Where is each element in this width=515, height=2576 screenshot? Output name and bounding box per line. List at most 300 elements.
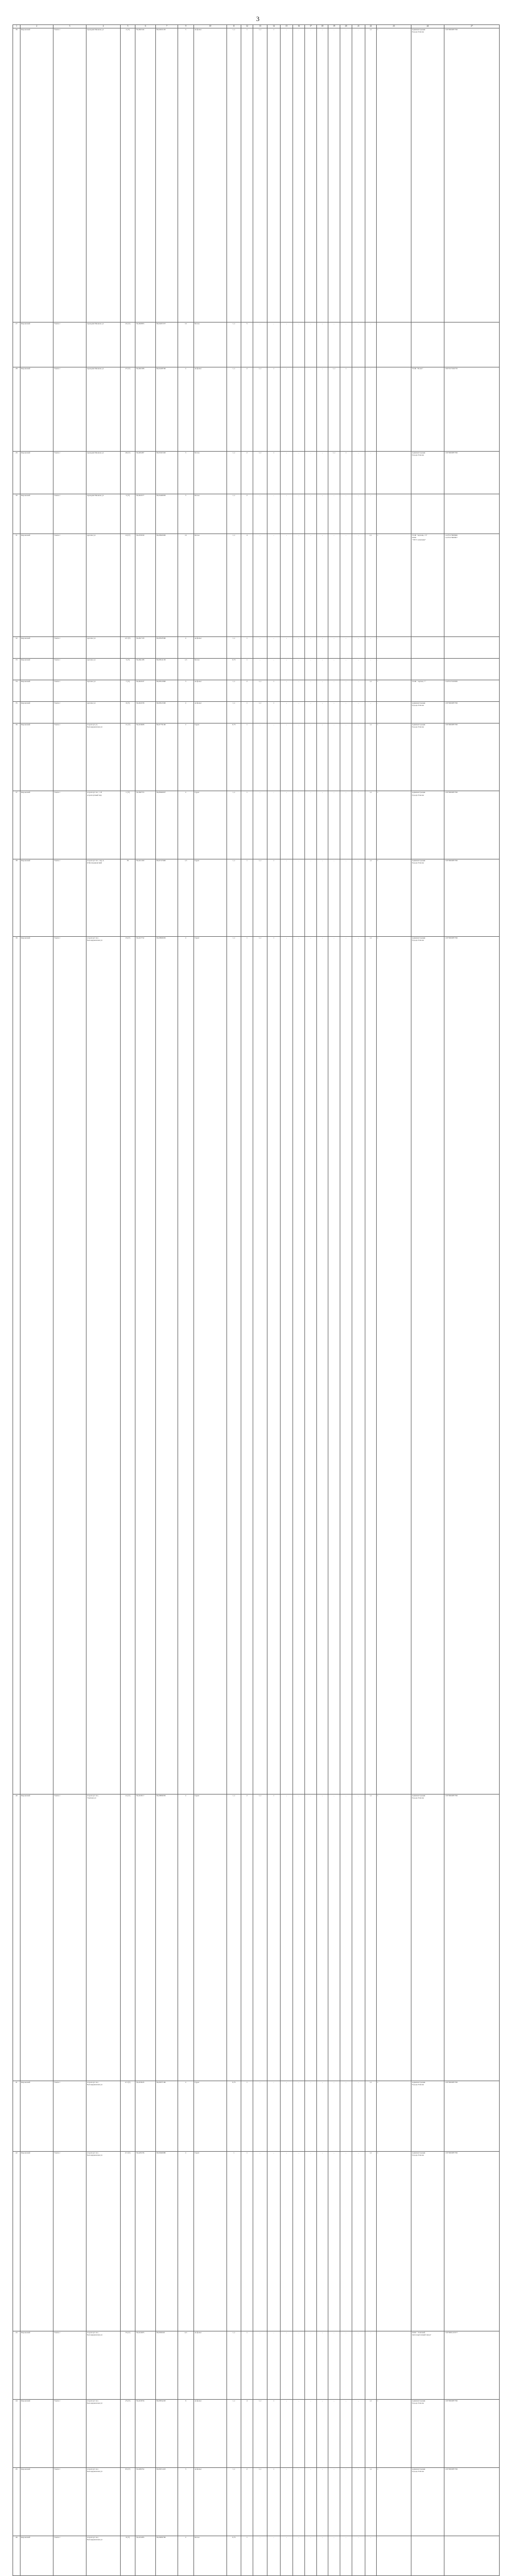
table-cell: 1: [267, 937, 281, 1794]
table-cell: -: [328, 659, 340, 680]
table-row: [13, 680, 500, 702]
table-cell: 56,416283: [135, 2536, 156, 2576]
table-cell: 1127017006846 1127017000857: [444, 534, 500, 637]
table-cell: 2: [178, 701, 194, 723]
table-cell: 1147017010036: [444, 680, 500, 702]
table-cell: -: [340, 2331, 352, 2400]
table-cell: 1,1: [253, 1794, 267, 2081]
table-cell: -: [340, 937, 352, 1794]
table-cell: -: [293, 723, 305, 791]
table-cell: 56,463487: [135, 451, 156, 494]
table-cell: 84,9428790: [156, 367, 178, 451]
table-cell: -: [281, 2536, 293, 2576]
table-cell: 1037000087706: [444, 2152, 500, 2331]
table-cell: 56,462368: [135, 367, 156, 451]
table-cell: Аэропорт ул, Белоцерковская ул: [86, 723, 121, 791]
table-cell: 84,9806630: [156, 937, 178, 1794]
table-cell: Томск г: [53, 723, 86, 791]
table-cell: 1,1: [227, 534, 241, 637]
table-cell: -: [305, 2467, 317, 2536]
table-cell: -: [352, 2467, 365, 2536]
table-cell: 84,8946007: [156, 791, 178, 859]
table-cell: Аэропорт пос, Белоцерковская ул: [86, 2152, 121, 2331]
table-cell: -: [377, 701, 411, 723]
table-row: [13, 937, 500, 1794]
table-cell: ТСЖ " Артем, 7": [411, 680, 444, 702]
table-cell: 84,9814130: [156, 659, 178, 680]
table-cell: -: [293, 2152, 305, 2331]
table-cell: -: [281, 659, 293, 680]
table-row: [13, 2331, 500, 2400]
table-cell: Томск г: [53, 2152, 86, 2331]
table-cell: Томск г: [53, 534, 86, 637]
table-cell: Кировский: [20, 637, 53, 659]
table-cell: 1,1: [227, 1794, 241, 2081]
table-cell: 1: [377, 2081, 411, 2152]
column-header: 2: [20, 25, 53, 28]
table-cell: -: [328, 859, 340, 937]
table-cell: Администрация Города Томска: [411, 2467, 444, 2536]
table-cell: 1,1: [253, 2467, 267, 2536]
table-cell: [411, 494, 444, 534]
page-number: 3: [256, 15, 259, 23]
table-cell: 29: [13, 451, 20, 494]
table-cell: 1: [267, 367, 281, 451]
table-cell: -: [305, 680, 317, 702]
table-cell: -: [328, 494, 340, 534]
table-cell: 1: [267, 1794, 281, 2081]
table-cell: -: [267, 659, 281, 680]
table-cell: Грунт: [194, 791, 227, 859]
table-cell: 84,9446630: [156, 494, 178, 534]
table-cell: -: [281, 1794, 293, 2081]
table-cell: -: [340, 2081, 352, 2152]
table-cell: Аэропорт пос, 1-й Аэропортный пер: [86, 791, 121, 859]
column-header: 15: [281, 25, 293, 28]
table-cell: -: [340, 680, 352, 702]
table-cell: -: [293, 534, 305, 637]
table-cell: -: [328, 723, 340, 791]
table-cell: Кировский: [20, 534, 53, 637]
table-cell: -: [281, 367, 293, 451]
column-header: 6: [135, 25, 156, 28]
table-cell: -: [340, 2152, 352, 2331]
table-cell: 2: [241, 451, 253, 494]
table-cell: -: [305, 791, 317, 859]
table-cell: 1: [340, 367, 352, 451]
table-cell: 1037000087706: [444, 1794, 500, 2081]
table-cell: 1: [241, 723, 253, 791]
table-cell: -: [317, 637, 328, 659]
table-cell: -: [293, 367, 305, 451]
table-cell: 2: [178, 2536, 194, 2576]
table-cell: -: [281, 451, 293, 494]
table-cell: 30: [13, 494, 20, 534]
table-cell: -: [377, 322, 411, 367]
table-cell: -: [253, 2331, 267, 2400]
table-cell: Кировский: [20, 494, 53, 534]
table-cell: Бетон: [194, 534, 227, 637]
table-cell: 1,1: [365, 2467, 377, 2536]
table-cell: -: [328, 2536, 340, 2576]
table-cell: Аркадия Иванова ул: [86, 451, 121, 494]
table-cell: 2: [241, 494, 253, 534]
table-cell: 2,1: [365, 534, 377, 637]
table-cell: -: [377, 2331, 411, 2400]
table-cell: Томск г: [53, 637, 86, 659]
table-cell: -: [340, 2400, 352, 2468]
table-cell: Грунт: [194, 1794, 227, 2081]
table-cell: Кировский: [20, 937, 53, 1794]
table-cell: 56,410732: [135, 937, 156, 1794]
table-cell: 1,1: [227, 701, 241, 723]
table-cell: -: [305, 451, 317, 494]
table-cell: -: [281, 791, 293, 859]
table-cell: 84,9491130: [156, 28, 178, 322]
table-cell: 41: [13, 2081, 20, 2152]
table-cell: 1,1: [253, 701, 267, 723]
table-cell: -: [293, 2467, 305, 2536]
table-cell: -: [317, 680, 328, 702]
table-cell: Артема ул: [86, 637, 121, 659]
table-cell: -: [281, 2081, 293, 2152]
table-cell: Администрация Города Томска: [411, 28, 444, 322]
table-cell: 3: [178, 494, 194, 534]
table-cell: 84,9946680: [156, 2152, 178, 2331]
table-cell: [444, 2536, 500, 2576]
table-cell: Аэропорт пос, Белоцерковская ул: [86, 2467, 121, 2536]
table-cell: Бетон: [194, 494, 227, 534]
table-cell: 1037000087706: [444, 451, 500, 494]
table-cell: 1: [267, 859, 281, 937]
table-cell: -: [281, 2467, 293, 2536]
table-cell: 1037000087706: [444, 859, 500, 937]
table-cell: -: [352, 859, 365, 937]
table-cell: -: [377, 494, 411, 534]
table-cell: Кировский: [20, 367, 53, 451]
table-cell: 0,75: [227, 723, 241, 791]
table-cell: Артема ул: [86, 659, 121, 680]
table-cell: Кировский: [20, 2536, 53, 2576]
table-cell: -: [305, 28, 317, 322]
table-cell: 84,9345320: [156, 451, 178, 494]
table-cell: -: [317, 367, 328, 451]
table-cell: -: [340, 494, 352, 534]
table-cell: -: [281, 2400, 293, 2468]
column-header: 22: [365, 25, 377, 28]
table-cell: 1: [377, 680, 411, 702]
table-cell: -: [377, 659, 411, 680]
table-cell: Асфальт: [194, 680, 227, 702]
table-cell: 56,464198: [135, 659, 156, 680]
table-cell: 37: [13, 791, 20, 859]
table-cell: Грунт: [194, 2081, 227, 2152]
table-cell: -: [328, 2331, 340, 2400]
table-cell: 2: [241, 2467, 253, 2536]
table-cell: -: [328, 680, 340, 702]
table-cell: 1,1: [227, 2400, 241, 2468]
table-cell: ТСЖ "Артема, 15" ООО "УК"Солнечная": [411, 534, 444, 637]
table-cell: 2/3 (У): [121, 2081, 135, 2152]
table-cell: 56,420236: [135, 2152, 156, 2331]
column-header: 14: [267, 25, 281, 28]
table-cell: [444, 659, 500, 680]
table-cell: Артема ул: [86, 701, 121, 723]
column-header: 19: [328, 25, 340, 28]
table-cell: 84,9631410: [156, 2467, 178, 2536]
table-cell: -: [352, 723, 365, 791]
table-cell: 1,1: [227, 451, 241, 494]
table-cell: 1,1: [365, 2152, 377, 2331]
table-cell: -: [365, 659, 377, 680]
table-cell: 16 (У): [121, 937, 135, 1794]
table-cell: -: [365, 494, 377, 534]
table-cell: -: [305, 367, 317, 451]
table-cell: 1,1: [253, 28, 267, 322]
table-cell: [444, 494, 500, 534]
table-row: [13, 637, 500, 659]
table-cell: -: [253, 2536, 267, 2576]
table-cell: 56,410017: [135, 1794, 156, 2081]
column-header: 18: [317, 25, 328, 28]
table-cell: 0,75: [227, 659, 241, 680]
table-cell: Кировский: [20, 2467, 53, 2536]
table-cell: Администрация Города Томска: [411, 2152, 444, 2331]
table-cell: -: [293, 659, 305, 680]
table-cell: -: [253, 2152, 267, 2331]
table-cell: 2: [178, 937, 194, 1794]
table-cell: Кировский: [20, 2152, 53, 2331]
table-cell: -: [352, 451, 365, 494]
table-cell: 36: [121, 859, 135, 937]
table-cell: 1: [377, 28, 411, 322]
table-cell: -: [352, 2400, 365, 2468]
table-cell: 1: [227, 2152, 241, 2331]
table-cell: -: [317, 791, 328, 859]
table-cell: 22 (У): [121, 322, 135, 367]
table-row: [13, 534, 500, 637]
table-cell: -: [352, 2152, 365, 2331]
table-cell: 2: [241, 367, 253, 451]
table-cell: -: [281, 723, 293, 791]
table-cell: 1: [377, 791, 411, 859]
table-cell: -: [305, 2081, 317, 2152]
table-cell: -: [267, 322, 281, 367]
column-header: 4: [86, 25, 121, 28]
table-cell: 1,1: [365, 2400, 377, 2468]
table-cell: 36: [13, 28, 20, 322]
table-cell: 35: [13, 701, 20, 723]
table-cell: Аэропорт пос, Белоцерковская ул: [86, 2081, 121, 2152]
table-cell: 3: [178, 2467, 194, 2536]
table-cell: -: [253, 659, 267, 680]
table-cell: Кировский: [20, 859, 53, 937]
table-cell: 4: [241, 534, 253, 637]
table-cell: 1: [377, 723, 411, 791]
table-cell: -: [377, 367, 411, 451]
column-header: 7: [156, 25, 178, 28]
table-cell: -: [305, 534, 317, 637]
table-cell: Томск г: [53, 937, 86, 1794]
table-cell: Кировский: [20, 659, 53, 680]
table-cell: Асфальт: [194, 28, 227, 322]
table-cell: -: [340, 2467, 352, 2536]
table-cell: 1: [377, 859, 411, 937]
table-cell: 27 (У): [121, 367, 135, 451]
table-cell: Аэропорт пос, Белоцерковская ул: [86, 2400, 121, 2468]
table-cell: Администрация Города Томска: [411, 1794, 444, 2081]
table-cell: Кировский: [20, 701, 53, 723]
table-cell: 2: [241, 680, 253, 702]
table-cell: 33 (У): [121, 2331, 135, 2400]
table-cell: Бетон: [194, 659, 227, 680]
table-cell: 1,1: [365, 2081, 377, 2152]
table-cell: -: [317, 2331, 328, 2400]
table-cell: -: [253, 322, 267, 367]
table-cell: -: [281, 680, 293, 702]
table-cell: Аэропорт пос, Белоцерковская ул: [86, 2536, 121, 2576]
table-cell: -: [340, 534, 352, 637]
table-cell: -: [281, 322, 293, 367]
table-cell: -: [317, 2081, 328, 2152]
table-cell: 84,9812990: [156, 680, 178, 702]
table-cell: Кировский: [20, 791, 53, 859]
table-cell: Асфальт: [194, 2400, 227, 2468]
table-row: [13, 2400, 500, 2468]
table-cell: 1037000087706: [444, 937, 500, 1794]
table-cell: Томск г: [53, 494, 86, 534]
table-cell: Томск г: [53, 2467, 86, 2536]
column-header: 21: [352, 25, 365, 28]
table-cell: -: [317, 2400, 328, 2468]
table-cell: -: [352, 701, 365, 723]
table-cell: 1,1: [365, 723, 377, 791]
table-cell: 2: [178, 1794, 194, 2081]
table-cell: -: [267, 791, 281, 859]
table-cell: -: [352, 1794, 365, 2081]
table-cell: -: [305, 701, 317, 723]
table-cell: 42: [13, 2152, 20, 2331]
table-cell: 31: [13, 534, 20, 637]
table-cell: 1,1: [365, 791, 377, 859]
table-cell: 2 (У): [121, 28, 135, 322]
table-cell: -: [305, 2331, 317, 2400]
table-cell: -: [281, 859, 293, 937]
table-cell: -: [377, 637, 411, 659]
table-cell: -: [293, 680, 305, 702]
table-cell: 1,1: [365, 1794, 377, 2081]
table-cell: Бетон: [194, 2536, 227, 2576]
table-cell: -: [317, 534, 328, 637]
table-cell: 1037000087706: [444, 2081, 500, 2152]
table-cell: -: [293, 637, 305, 659]
table-cell: 1,1: [253, 2400, 267, 2468]
table-cell: 3: [178, 680, 194, 702]
table-cell: -: [328, 2081, 340, 2152]
table-cell: [411, 659, 444, 680]
table-cell: 27: [13, 322, 20, 367]
table-cell: -: [352, 659, 365, 680]
table-cell: 2: [241, 1794, 253, 2081]
table-cell: -: [293, 2400, 305, 2468]
table-cell: -: [293, 2536, 305, 2576]
table-cell: Грунт: [194, 937, 227, 1794]
table-cell: -: [281, 2331, 293, 2400]
table-cell: Администрация Города Томска: [411, 791, 444, 859]
table-cell: -: [328, 322, 340, 367]
table-cell: Томск г: [53, 2536, 86, 2576]
table-cell: Томск г: [53, 2081, 86, 2152]
table-cell: 1,1: [227, 637, 241, 659]
table-cell: 56,461729: [135, 637, 156, 659]
table-cell: 1: [241, 859, 253, 937]
table-cell: -: [305, 2152, 317, 2331]
table-cell: -: [305, 859, 317, 937]
table-cell: Аэропорт пос, Томская ул: [86, 1794, 121, 2081]
table-cell: Кировский: [20, 2081, 53, 2152]
table-cell: -: [352, 937, 365, 1794]
table-cell: 1,1: [227, 2331, 241, 2400]
table-cell: Томск г: [53, 28, 86, 322]
table-cell: 1,1: [227, 322, 241, 367]
table-cell: 56,419643: [135, 2081, 156, 2152]
table-cell: -: [340, 28, 352, 322]
table-cell: Бетон: [194, 451, 227, 494]
table-cell: 84,992640: [156, 2331, 178, 2400]
table-cell: 56,410056: [135, 2400, 156, 2468]
table-cell: -: [365, 637, 377, 659]
table-cell: 6: [178, 2400, 194, 2468]
table-cell: -: [365, 451, 377, 494]
table-cell: 1: [241, 2331, 253, 2400]
table-cell: 63 (У): [121, 2467, 135, 2536]
table-cell: 84,9747600: [156, 859, 178, 937]
table-cell: Администрация Города Томска: [411, 723, 444, 791]
table-body: [13, 25, 500, 2576]
table-cell: -: [352, 2536, 365, 2576]
table-cell: 43: [13, 2331, 20, 2400]
table-cell: 84,9809050: [156, 1794, 178, 2081]
table-cell: -: [293, 859, 305, 937]
table-cell: Артема ул: [86, 534, 121, 637]
table-cell: 1,1: [253, 367, 267, 451]
column-header: 5: [121, 25, 135, 28]
table-cell: 1: [267, 2400, 281, 2468]
table-cell: 1,1: [365, 680, 377, 702]
table-cell: -: [328, 534, 340, 637]
table-cell: Кировский: [20, 322, 53, 367]
table-cell: 1: [377, 2400, 411, 2468]
table-cell: -: [253, 494, 267, 534]
table-cell: 12: [178, 534, 194, 637]
table-cell: -: [328, 2467, 340, 2536]
table-cell: 2: [178, 2152, 194, 2331]
table-cell: Аэропорт пос, Белоцерковская ул: [86, 2331, 121, 2400]
table-cell: -: [293, 937, 305, 1794]
table-cell: ООО " Томский гипсокартонный завод": [411, 2331, 444, 2400]
table-cell: 1: [241, 937, 253, 1794]
table-cell: 4,5: [178, 2331, 194, 2400]
table-cell: 1: [267, 2467, 281, 2536]
table-cell: 38: [13, 859, 20, 937]
table-cell: -: [365, 2331, 377, 2400]
table-cell: 1,1: [227, 494, 241, 534]
table-cell: Томск г: [53, 859, 86, 937]
table-cell: -: [293, 494, 305, 534]
table-cell: Администрация Города Томска: [411, 859, 444, 937]
table-cell: 0,75: [227, 2081, 241, 2152]
table-cell: -: [267, 2081, 281, 2152]
